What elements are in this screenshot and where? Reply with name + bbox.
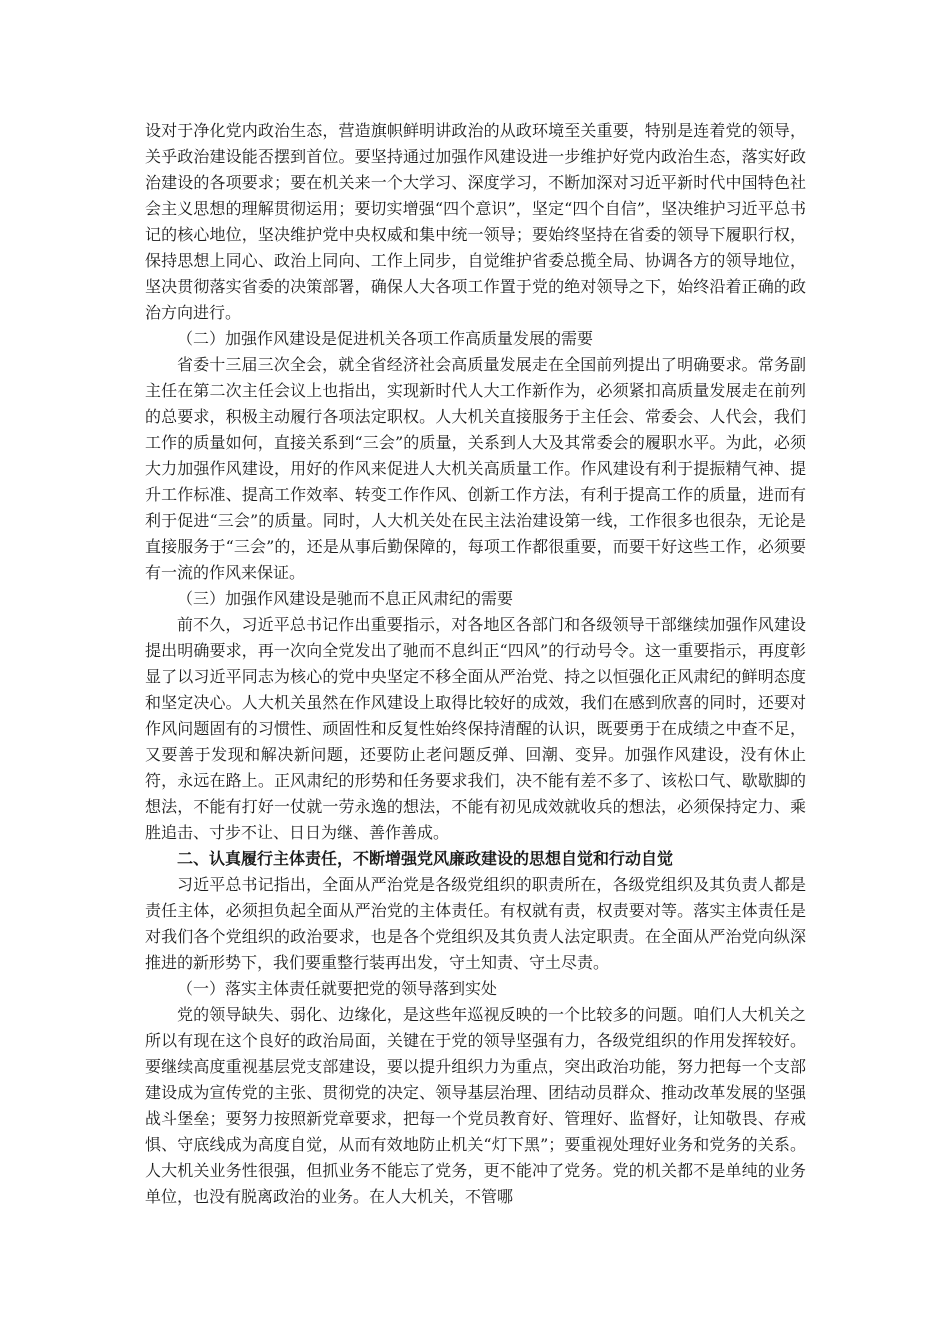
body-paragraph-4: 习近平总书记指出，全面从严治党是各级党组织的职责所在，各级党组织及其负责人都是责任主体，必须担负起全面从严治党的主体责任。有权就有责，权责要对等。落实主体责任是对我们各个党组织的政治要求，也是各个党组织及其负责人法定职责。在全面从严治党向纵深推进的新形势下，我们要重整行装再出发，守土知责、守土尽责。	[145, 875, 806, 972]
subheading-2: （二）加强作风建设是促进机关各项工作高质量发展的需要	[177, 329, 594, 348]
subheading-3: （三）加强作风建设是驰而不息正风肃纪的需要	[177, 589, 514, 608]
section-heading-2: 二、认真履行主体责任，不断增强党风廉政建设的思想自觉和行动自觉	[177, 849, 674, 868]
document-page	[145, 118, 806, 1210]
body-paragraph-1: 设对于净化党内政治生态，营造旗帜鲜明讲政治的从政环境至关重要，特别是连着党的领导，关乎政治建设能否摆到首位。要坚持通过加强作风建设进一步维护好党内政治生态，落实好政治建设的各项要求；要在机关来一个大学习、深度学习，不断加深对习近平新时代中国特色社会主义思想的理解贯彻运用；要切实增强“四个意识”，坚定“四个自信”，坚决维护习近平总书记的核心地位，坚决维护党中央权威和集中统一领导；要始终坚持在省委的领导下履职行权，保持思想上同心、政治上同向、工作上同步，自觉维护省委总揽全局、协调各方的领导地位，坚决贯彻落实省委的决策部署，确保人大各项工作置于党的绝对领导之下，始终沿着正确的政治方向进行。	[145, 121, 806, 322]
subheading-2-1: （一）落实主体责任就要把党的领导落到实处	[177, 979, 498, 998]
body-paragraph-2: 省委十三届三次全会，就全省经济社会高质量发展走在全国前列提出了明确要求。常务副主任在第二次主任会议上也指出，实现新时代人大工作新作为，必须紧扣高质量发展走在前列的总要求，积极主动履行各项法定职权。人大机关直接服务于主任会、常委会、人代会，我们工作的质量如何，直接关系到“三会”的质量，关系到人大及其常委会的履职水平。为此，必须大力加强作风建设，用好的作风来促进人大机关高质量工作。作风建设有利于提振精气神、提升工作标准、提高工作效率、转变工作作风、创新工作方法，有利于提高工作的质量，进而有利于促进“三会”的质量。同时，人大机关处在民主法治建设第一线，工作很多也很杂，无论是直接服务于“三会”的，还是从事后勤保障的，每项工作都很重要，而要干好这些工作，必须要有一流的作风来保证。	[145, 355, 806, 582]
body-paragraph-5: 党的领导缺失、弱化、边缘化，是这些年巡视反映的一个比较多的问题。咱们人大机关之所以有现在这个良好的政治局面，关键在于党的领导坚强有力，各级党组织的作用发挥较好。要继续高度重视基层党支部建设，要以提升组织力为重点，突出政治功能，努力把每一个支部建设成为宣传党的主张、贯彻党的决定、领导基层治理、团结动员群众、推动改革发展的坚强战斗堡垒；要努力按照新党章要求，把每一个党员教育好、管理好、监督好，让知敬畏、存戒惧、守底线成为高度自觉，从而有效地防止机关“灯下黑”；要重视处理好业务和党务的关系。人大机关业务性很强，但抓业务不能忘了党务，更不能冲了党务。党的机关都不是单纯的业务单位，也没有脱离政治的业务。在人大机关，不管哪	[145, 1005, 806, 1206]
body-paragraph-3: 前不久，习近平总书记作出重要指示，对各地区各部门和各级领导干部继续加强作风建设提出明确要求，再一次向全党发出了驰而不息纠正“四风”的行动号令。这一重要指示，再度彰显了以习近平同志为核心的党中央坚定不移全面从严治党、持之以恒强化正风肃纪的鲜明态度和坚定决心。人大机关虽然在作风建设上取得比较好的成效，我们在感到欣喜的同时，还要对作风问题固有的习惯性、顽固性和反复性始终保持清醒的认识，既要勇于在成绩之中查不足，又要善于发现和解决新问题，还要防止老问题反弹、回潮、变异。加强作风建设，没有休止符，永远在路上。正风肃纪的形势和任务要求我们，决不能有差不多了、该松口气、歇歇脚的想法，不能有打好一仗就一劳永逸的想法，不能有初见成效就收兵的想法，必须保持定力、乘胜追击、寸步不让、日日为继、善作善成。	[145, 615, 806, 842]
